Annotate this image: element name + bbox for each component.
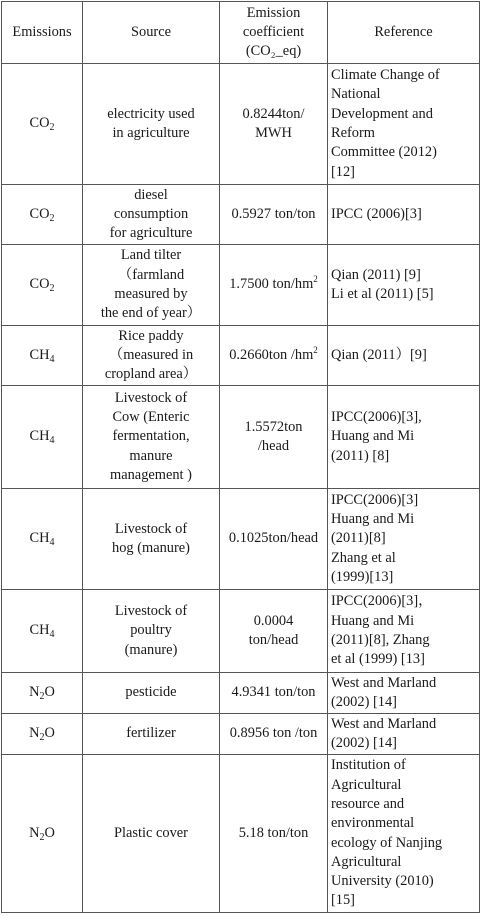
header-emission-coefficient: Emission coefficient (CO₂_eq) xyxy=(220,2,328,64)
coefficient-cell: 4.9341 ton/ton xyxy=(220,673,328,714)
header-row xyxy=(2,2,480,64)
source-cell: Rice paddy （measured in cropland area） xyxy=(83,326,220,386)
source-cell: pesticide xyxy=(83,673,220,714)
emissions-cell: $CH_4$ xyxy=(2,590,83,673)
emissions-cell: $N_2O$ xyxy=(2,755,83,913)
emissions-cell: $CH_4$ xyxy=(2,386,83,489)
table-row xyxy=(2,714,480,755)
header-emissions: Emissions xyxy=(2,2,83,64)
reference-cell: IPCC (2006)[3] xyxy=(328,185,480,245)
table-row xyxy=(2,386,480,489)
emissions-cell: $CO_2$ xyxy=(2,245,83,326)
reference-cell: Qian (2011) [9] Li et al (2011) [5] xyxy=(328,245,480,326)
coefficient-cell: 0.0004 ton/head xyxy=(220,590,328,673)
emissions-cell: $CH_4$ xyxy=(2,489,83,590)
reference-cell: IPCC(2006)[3], Huang and Mi (2011) [8] xyxy=(328,386,480,489)
table-row xyxy=(2,64,480,185)
coefficient-cell: 5.18 ton/ton xyxy=(220,755,328,913)
source-cell: Plastic cover xyxy=(83,755,220,913)
reference-cell: Qian (2011）[9] xyxy=(328,326,480,386)
reference-cell: West and Marland (2002) [14] xyxy=(328,673,480,714)
emissions-cell: $CO_2$ xyxy=(2,185,83,245)
source-cell: diesel consumption for agriculture xyxy=(83,185,220,245)
emissions-cell: $CO_2$ xyxy=(2,64,83,185)
header-reference: Reference xyxy=(328,2,480,64)
emissions-cell: $CH_4$ xyxy=(2,326,83,386)
table-row xyxy=(2,185,480,245)
emissions-cell: $N_2O$ xyxy=(2,673,83,714)
reference-cell: West and Marland (2002) [14] xyxy=(328,714,480,755)
source-cell: electricity used in agriculture xyxy=(83,64,220,185)
table-row xyxy=(2,489,480,590)
source-cell: Livestock of hog (manure) xyxy=(83,489,220,590)
reference-cell: IPCC(2006)[3] Huang and Mi (2011)[8] Zhang et al (1999)[13] xyxy=(328,489,480,590)
table-row xyxy=(2,755,480,913)
coefficient-cell: 0.8956 ton /ton xyxy=(220,714,328,755)
source-cell: fertilizer xyxy=(83,714,220,755)
reference-cell: Climate Change of National Development and Reform Committee (2012) [12] xyxy=(328,64,480,185)
reference-cell: IPCC(2006)[3]， Huang and Mi (2011)[8], Zhang et al (1999) [13] xyxy=(328,590,480,673)
reference-cell: Institution of Agricultural resource and environmental ecology of Nanjing Agricultural University (2010) [15] xyxy=(328,755,480,913)
coefficient-cell: 0.8244ton/ MWH xyxy=(220,64,328,185)
table-row xyxy=(2,673,480,714)
table-row xyxy=(2,326,480,386)
coefficient-cell: 0.5927 ton/ton xyxy=(220,185,328,245)
table-row xyxy=(2,590,480,673)
source-cell: Livestock of poultry (manure) xyxy=(83,590,220,673)
emission-coefficients-table xyxy=(1,1,480,913)
coefficient-cell: 0.2660ton $/hm^2$ xyxy=(220,326,328,386)
header-source: Source xyxy=(83,2,220,64)
source-cell: Livestock of Cow (Enteric fermentation, manure management ) xyxy=(83,386,220,489)
source-cell: Land tilter （farmland measured by the end of year） xyxy=(83,245,220,326)
coefficient-cell: 0.1025ton/head xyxy=(220,489,328,590)
emissions-cell: $N_2O$ xyxy=(2,714,83,755)
coefficient-cell: 1.5572ton /head xyxy=(220,386,328,489)
coefficient-cell: 1.7500 ton/$hm^2$ xyxy=(220,245,328,326)
table-row xyxy=(2,245,480,326)
